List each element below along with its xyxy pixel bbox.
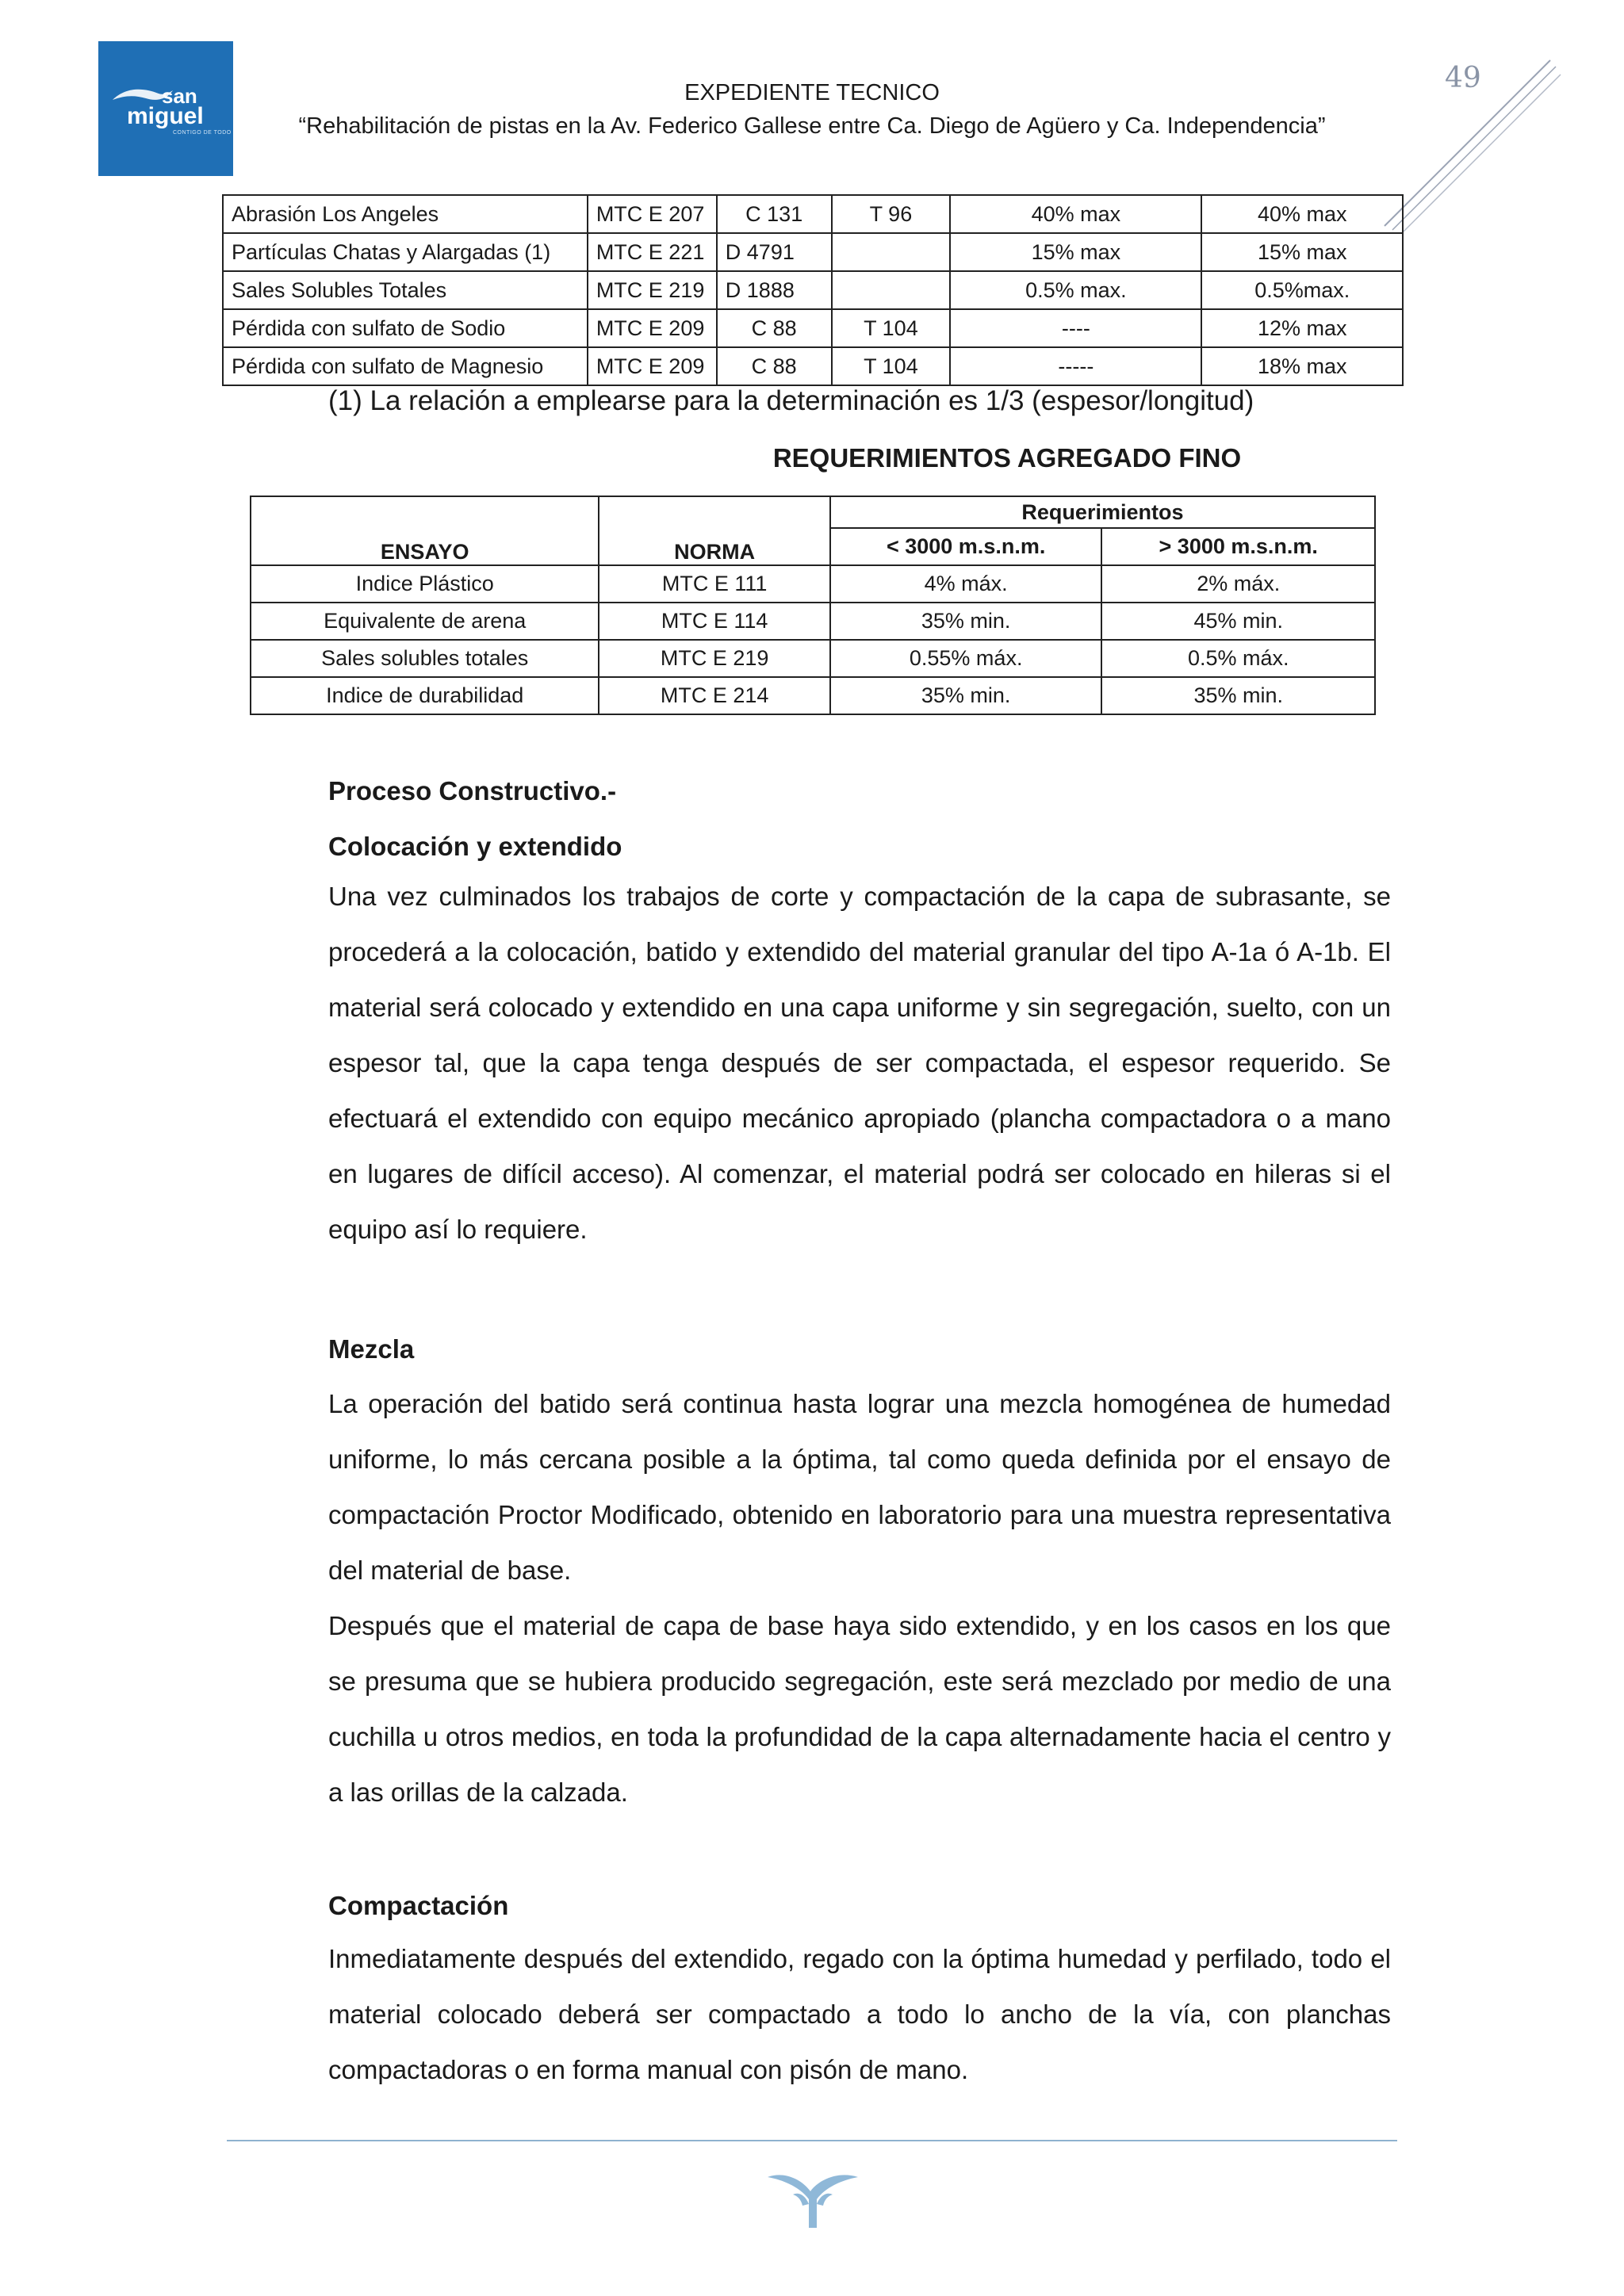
table-row: [223, 309, 1403, 347]
table-cell: 12% max: [1201, 309, 1403, 347]
table-cell: Partículas Chatas y Alargadas (1): [223, 233, 588, 271]
table-cell: C 88: [717, 309, 832, 347]
table-cell: D 4791: [717, 233, 832, 271]
table-cell: 45% min.: [1101, 603, 1375, 640]
header-low-altitude: < 3000 m.s.n.m.: [830, 528, 1102, 565]
footer-divider: [227, 2140, 1397, 2141]
table-cell: 15% max: [950, 233, 1201, 271]
footer-emblem-icon: [761, 2163, 864, 2234]
coarse-aggregate-table: [222, 194, 1404, 386]
table-cell: Equivalente de arena: [251, 603, 599, 640]
table-cell: 35% min.: [830, 603, 1102, 640]
table-cell: Pérdida con sulfato de Magnesio: [223, 347, 588, 385]
fine-aggregate-table: [250, 496, 1376, 715]
logo-tagline: CONTIGO DE TODO: [173, 130, 232, 136]
table-row: [223, 195, 1403, 233]
table-cell: Indice de durabilidad: [251, 677, 599, 714]
table-cell: 4% máx.: [830, 565, 1102, 603]
table-cell: MTC E 114: [599, 603, 829, 640]
table-cell: [832, 271, 951, 309]
table-cell: T 96: [832, 195, 951, 233]
document-title: EXPEDIENTE TECNICO: [684, 80, 940, 105]
paragraph-compactacion: Inmediatamente después del extendido, regado con la óptima humedad y perfilado, todo el material colocado deberá ser compactado a todo lo ancho de la vía, con planchas compactadoras o en forma manual con pisón de mano.: [328, 1944, 1391, 2084]
table-cell: 40% max: [1201, 195, 1403, 233]
header-ensayo: ENSAYO: [251, 496, 599, 565]
table-cell: C 88: [717, 347, 832, 385]
paragraph-segregacion: Después que el material de capa de base haya sido extendido, y en los casos en los que se presuma que se hubiera producido segregación, este será mezclado por medio de una cuchilla u otros medios, en toda la profundidad de la capa alternadamente hacia el centro y a las orillas de la calzada.: [328, 1611, 1391, 1807]
table-cell: 35% min.: [1101, 677, 1375, 714]
table-cell: MTC E 219: [588, 271, 717, 309]
heading-compactacion: Compactación: [328, 1891, 509, 1920]
table-cell: T 104: [832, 347, 951, 385]
header-high-altitude: > 3000 m.s.n.m.: [1101, 528, 1375, 565]
section-title: REQUERIMIENTOS AGREGADO FINO: [772, 443, 1242, 473]
table-cell: MTC E 209: [588, 347, 717, 385]
heading-colocacion: Colocación y extendido: [328, 832, 622, 861]
table-cell: T 104: [832, 309, 951, 347]
table-cell: [832, 233, 951, 271]
table-cell: 0.5%max.: [1201, 271, 1403, 309]
table-cell: 2% máx.: [1101, 565, 1375, 603]
table-cell: MTC E 111: [599, 565, 829, 603]
table-cell: 18% max: [1201, 347, 1403, 385]
table-header-row: [251, 496, 1375, 528]
table-cell: 15% max: [1201, 233, 1403, 271]
table-cell: MTC E 207: [588, 195, 717, 233]
table-cell: MTC E 219: [599, 640, 829, 677]
table-cell: Abrasión Los Angeles: [223, 195, 588, 233]
table-cell: Pérdida con sulfato de Sodio: [223, 309, 588, 347]
table-cell: Sales Solubles Totales: [223, 271, 588, 309]
heading-mezcla: Mezcla: [328, 1334, 415, 1364]
table-cell: Sales solubles totales: [251, 640, 599, 677]
table-row: [251, 677, 1375, 714]
paragraph-colocacion: Una vez culminados los trabajos de corte y compactación de la capa de subrasante, se procederá a la colocación, batido y extendido del material granular del tipo A-1a ó A-1b. El material será colocado y extendido en una capa uniforme y sin segregación, suelto, con un espesor tal, que la capa tenga después de ser compactada, el espesor requerido. Se efectuará el extendido con equipo mecánico apropiado (plancha compactadora o a mano en lugares de difícil acceso). Al comenzar, el material podrá ser colocado en hileras si el equipo así lo requiere.: [328, 882, 1391, 1244]
table-cell: 0.55% máx.: [830, 640, 1102, 677]
table-row: [251, 565, 1375, 603]
table-cell: ----: [950, 309, 1201, 347]
table-cell: MTC E 214: [599, 677, 829, 714]
table-row: [251, 640, 1375, 677]
table-cell: -----: [950, 347, 1201, 385]
table-cell: MTC E 221: [588, 233, 717, 271]
table-row: [223, 271, 1403, 309]
table-cell: 0.5% máx.: [1101, 640, 1375, 677]
table-cell: 40% max: [950, 195, 1201, 233]
page-number: 49: [1445, 62, 1481, 94]
table-cell: D 1888: [717, 271, 832, 309]
table-cell: 35% min.: [830, 677, 1102, 714]
document-subtitle: “Rehabilitación de pistas en la Av. Federico Gallese entre Ca. Diego de Agüero y Ca. Independencia”: [298, 113, 1326, 139]
header-requerimientos: Requerimientos: [830, 496, 1375, 528]
table-row: [223, 233, 1403, 271]
heading-proceso-constructivo: Proceso Constructivo.-: [328, 776, 617, 806]
corner-decoration-icon: [1380, 55, 1562, 238]
table-footnote: (1) La relación a emplearse para la determinación es 1/3 (espesor/longitud): [328, 385, 1254, 416]
municipality-logo: [98, 41, 233, 176]
logo-text-miguel: miguel: [127, 103, 204, 129]
table-cell: C 131: [717, 195, 832, 233]
table-row: [223, 347, 1403, 385]
table-row: [251, 603, 1375, 640]
table-cell: 0.5% max.: [950, 271, 1201, 309]
logo-text-san: san: [162, 84, 197, 108]
paragraph-mezcla: La operación del batido será continua hasta lograr una mezcla homogénea de humedad uniforme, lo más cercana posible a la óptima, tal como queda definida por el ensayo de compactación Proctor Modificado, obtenido en laboratorio para una muestra representativa del material de base.: [328, 1389, 1391, 1585]
table-cell: Indice Plástico: [251, 565, 599, 603]
header-norma: NORMA: [599, 496, 829, 565]
table-cell: MTC E 209: [588, 309, 717, 347]
